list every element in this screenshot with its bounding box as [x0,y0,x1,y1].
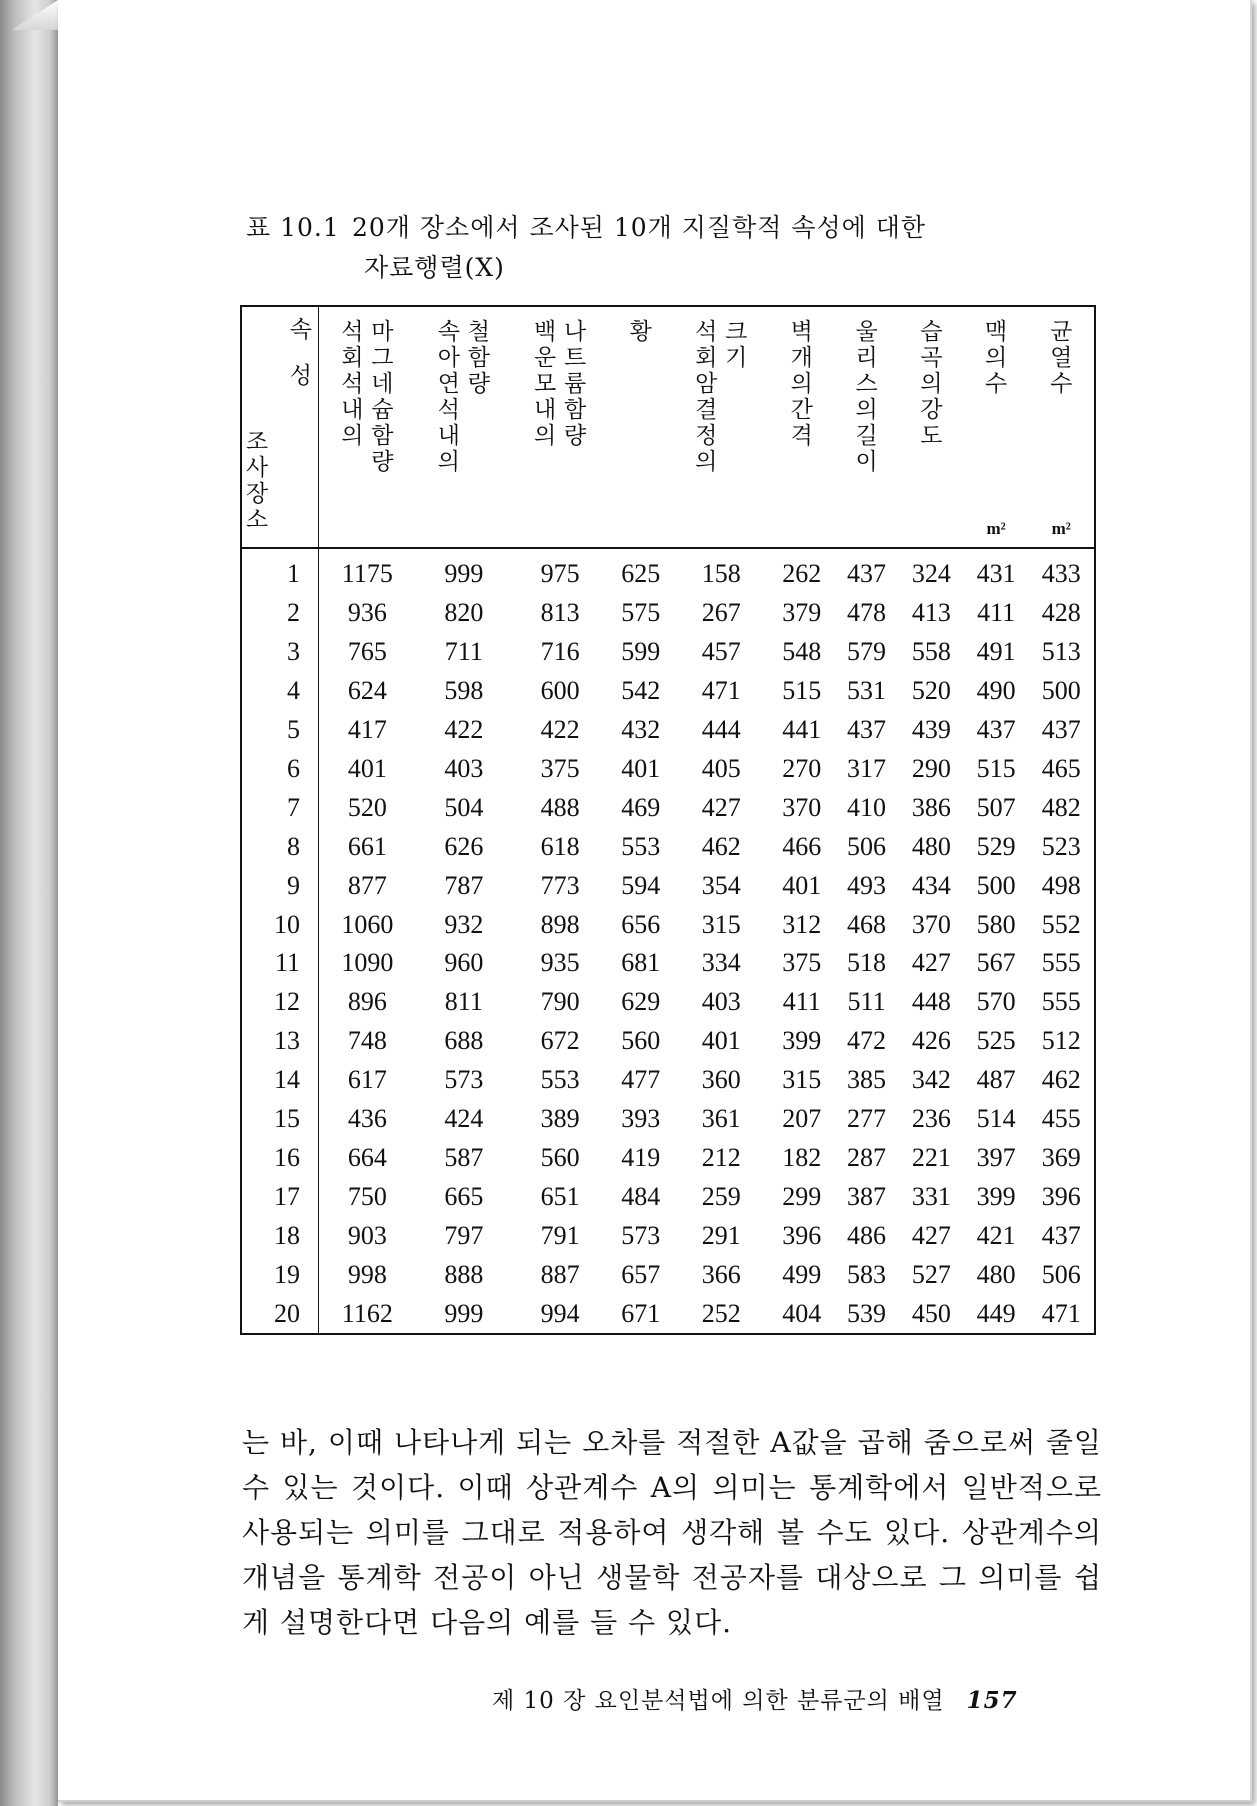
value-cell: 397 [976,1142,1016,1172]
table-row [241,905,1095,944]
value-cell: 570 [976,987,1016,1017]
value-cell: 450 [911,1298,951,1328]
value-cell: 396 [1041,1181,1081,1211]
value-cell: 898 [540,909,580,939]
value-cell: 748 [347,1026,387,1056]
value-cell: 360 [701,1065,741,1095]
value-cell: 791 [540,1220,580,1250]
value-cell: 411 [782,987,821,1017]
table-row [241,711,1095,750]
site-number-cell: 4 [241,672,319,711]
value-cell: 500 [976,870,1016,900]
value-cell: 370 [782,792,822,822]
site-number-cell: 19 [241,1255,319,1294]
value-cell: 975 [540,559,580,589]
site-number-cell: 15 [241,1100,319,1139]
value-cell: 439 [911,715,951,745]
value-cell: 555 [1041,948,1081,978]
value-cell: 334 [701,948,741,978]
site-number-cell: 1 [241,548,319,594]
site-number-cell: 6 [241,750,319,789]
table-row [241,1294,1095,1334]
value-cell: 681 [621,948,661,978]
value-cell: 999 [444,559,484,589]
body-paragraph: 는 바, 이때 나타나게 되는 오차를 적절한 A값을 곱해 줌으로써 줄일 수 있는 것이다. 이때 상관계수 A의 의미는 통계학에서 일반적으로 사용되는 의미를 그대로 적용하여 생각해 볼 수도 있다. 상관계수의 개념을 통계학 전공이 아닌 생물학 전공자를 대상으로 그 의미를 쉽게 설명한다면 다음의 예를 들 수 있다. [242,1426,1102,1639]
value-cell: 212 [701,1142,741,1172]
column-header [416,306,512,548]
value-cell: 277 [847,1104,887,1133]
value-cell: 932 [444,909,484,939]
value-cell: 579 [847,637,887,667]
value-cell: 553 [540,1065,580,1095]
value-cell: 506 [1041,1259,1081,1289]
column-header-segment: 속아연석 내의 [437,319,460,474]
value-cell: 403 [701,987,741,1017]
value-cell: 331 [911,1181,951,1211]
site-number-cell: 2 [241,594,319,633]
value-cell: 512 [1041,1026,1081,1056]
value-cell: 790 [540,987,580,1017]
value-cell: 625 [621,559,661,589]
table-row [241,672,1095,711]
site-number-cell: 20 [241,1294,319,1334]
value-cell: 370 [911,909,951,939]
table-row [241,633,1095,672]
table-row [241,944,1095,983]
site-number-cell: 5 [241,711,319,750]
column-header-segment: 석회석 내의 [341,319,364,448]
value-cell: 259 [701,1181,741,1211]
column-header-segment: 황 [629,319,652,344]
value-cell: 315 [701,909,741,939]
value-cell: 903 [347,1220,387,1250]
value-cell: 888 [444,1259,484,1289]
value-cell: 270 [782,753,822,783]
corner-header-cell [241,306,319,548]
column-header [512,306,608,548]
value-cell: 411 [977,598,1016,628]
value-cell: 434 [911,870,951,900]
table-row [241,1216,1095,1255]
value-cell: 820 [444,598,484,628]
value-cell: 787 [444,870,484,900]
value-cell: 267 [701,598,741,628]
value-cell: 553 [621,831,661,861]
value-cell: 887 [540,1259,580,1289]
value-cell: 629 [621,987,661,1017]
value-cell: 436 [347,1104,387,1133]
table-row [241,594,1095,633]
value-cell: 477 [621,1065,661,1095]
data-matrix-table [240,305,1096,1335]
value-cell: 618 [540,831,580,861]
value-cell: 431 [976,559,1016,589]
value-cell: 626 [444,831,484,861]
column-header-segment: 마그네슘 함량 [371,319,394,474]
value-cell: 441 [782,715,822,745]
value-cell: 389 [540,1104,580,1133]
value-cell: 525 [976,1026,1016,1056]
value-cell: 598 [444,676,484,706]
column-header [1028,306,1095,548]
value-cell: 317 [847,753,887,783]
value-cell: 514 [976,1104,1016,1133]
value-cell: 520 [911,676,951,706]
value-cell: 513 [1041,637,1081,667]
column-header-segment: 맥의 수 [984,319,1008,396]
corner-attr-label-2: 성 [289,363,312,388]
value-cell: 182 [782,1142,822,1172]
site-number-cell: 18 [241,1216,319,1255]
value-cell: 432 [621,715,661,745]
value-cell: 299 [782,1181,822,1211]
value-cell: 656 [621,909,661,939]
value-cell: 960 [444,948,484,978]
value-cell: 386 [911,792,951,822]
value-cell: 437 [847,559,887,589]
value-cell: 624 [347,676,387,706]
column-header-segment: 균열수 [1050,319,1073,396]
value-cell: 207 [782,1104,822,1133]
corner-site-label: 조사장소 [245,429,269,532]
value-cell: 471 [701,676,741,706]
value-cell: 375 [782,948,822,978]
site-number-cell: 17 [241,1177,319,1216]
value-cell: 583 [847,1259,887,1289]
column-header-segment: 나트륨 함량 [564,319,587,448]
value-cell: 552 [1041,909,1081,939]
value-cell: 575 [621,598,661,628]
value-cell: 531 [847,676,887,706]
value-cell: 290 [911,753,951,783]
value-cell: 342 [911,1065,951,1095]
column-header [319,306,416,548]
value-cell: 361 [701,1104,741,1133]
value-cell: 600 [540,676,580,706]
value-cell: 994 [540,1298,580,1328]
value-cell: 312 [782,909,822,939]
value-cell: 437 [847,715,887,745]
column-header [608,306,673,548]
value-cell: 515 [782,676,822,706]
value-cell: 523 [1041,831,1081,861]
value-cell: 515 [976,753,1016,783]
value-cell: 482 [1041,792,1081,822]
site-number-cell: 3 [241,633,319,672]
value-cell: 324 [911,559,951,589]
value-cell: 1175 [341,559,393,589]
value-cell: 375 [540,753,580,783]
value-cell: 671 [621,1298,661,1328]
value-cell: 539 [847,1298,887,1328]
value-cell: 750 [347,1181,387,1211]
value-cell: 401 [701,1026,741,1056]
value-cell: 427 [911,948,951,978]
value-cell: 469 [621,792,661,822]
value-cell: 466 [782,831,822,861]
value-cell: 421 [976,1220,1016,1250]
value-cell: 811 [444,987,483,1017]
table-row [241,1255,1095,1294]
value-cell: 433 [1041,559,1081,589]
value-cell: 468 [847,909,887,939]
caption-label: 표 10.1 [246,213,340,242]
column-header [834,306,899,548]
value-cell: 529 [976,831,1016,861]
value-cell: 672 [540,1026,580,1056]
site-number-cell: 13 [241,1022,319,1061]
value-cell: 527 [911,1259,951,1289]
value-cell: 449 [976,1298,1016,1328]
column-header-segment: 크기 [725,319,748,370]
column-header-text [964,307,1029,397]
column-header-text [512,307,608,449]
value-cell: 291 [701,1220,741,1250]
value-cell: 506 [847,831,887,861]
value-cell: 877 [347,870,387,900]
value-cell: 486 [847,1220,887,1250]
value-cell: 567 [976,948,1016,978]
value-cell: 587 [444,1142,484,1172]
value-cell: 462 [701,831,741,861]
value-cell: 998 [347,1259,387,1289]
value-cell: 716 [540,637,580,667]
table-row [241,1177,1095,1216]
value-cell: 427 [701,792,741,822]
value-cell: 403 [444,753,484,783]
value-cell: 455 [1041,1104,1081,1133]
column-header [964,306,1029,548]
value-cell: 507 [976,792,1016,822]
value-cell: 419 [621,1142,661,1172]
value-cell: 896 [347,987,387,1017]
column-header-text [319,307,416,475]
value-cell: 1060 [341,909,394,939]
value-cell: 542 [621,676,661,706]
table-row [241,827,1095,866]
column-header-text [1028,307,1094,397]
table-row [241,1022,1095,1061]
value-cell: 594 [621,870,661,900]
value-cell: 457 [701,637,741,667]
table-body [241,548,1095,1334]
value-cell: 448 [911,987,951,1017]
column-header-text [416,307,512,475]
value-cell: 487 [976,1065,1016,1095]
value-cell: 385 [847,1065,887,1095]
column-header-text [769,307,834,449]
value-cell: 599 [621,637,661,667]
value-cell: 472 [847,1026,887,1056]
column-unit: m² [1051,519,1071,538]
site-number-cell: 16 [241,1138,319,1177]
value-cell: 493 [847,870,887,900]
value-cell: 651 [540,1181,580,1211]
page-footer [492,1682,1092,1715]
value-cell: 511 [847,987,886,1017]
value-cell: 480 [911,831,951,861]
chapter-title: 제 10 장 요인분석법에 의한 분류군의 배열 [492,1688,945,1714]
value-cell: 437 [976,715,1016,745]
value-cell: 1162 [341,1298,393,1328]
site-number-cell: 9 [241,866,319,905]
value-cell: 484 [621,1181,661,1211]
value-cell: 773 [540,870,580,900]
column-header [769,306,834,548]
value-cell: 427 [911,1220,951,1250]
value-cell: 688 [444,1026,484,1056]
table-row [241,1100,1095,1139]
value-cell: 664 [347,1142,387,1172]
value-cell: 444 [701,715,741,745]
value-cell: 413 [911,598,951,628]
column-header-text [673,307,769,475]
column-header [673,306,769,548]
value-cell: 488 [540,792,580,822]
value-cell: 480 [976,1259,1016,1289]
value-cell: 661 [347,831,387,861]
value-cell: 478 [847,598,887,628]
value-cell: 765 [347,637,387,667]
value-cell: 498 [1041,870,1081,900]
table-header-row [241,306,1095,548]
value-cell: 366 [701,1259,741,1289]
value-cell: 665 [444,1181,484,1211]
caption-line-1: 20개 장소에서 조사된 10개 지질학적 속성에 대한 [352,213,927,242]
value-cell: 471 [1041,1298,1081,1328]
value-cell: 262 [782,559,822,589]
value-cell: 315 [782,1065,822,1095]
table-caption [246,208,1046,288]
value-cell: 560 [540,1142,580,1172]
page-number: 157 [966,1687,1018,1714]
value-cell: 424 [444,1104,484,1133]
value-cell: 555 [1041,987,1081,1017]
site-number-cell: 10 [241,905,319,944]
value-cell: 548 [782,637,822,667]
table-row [241,1138,1095,1177]
column-header-segment: 벽개의 간격 [790,319,813,448]
table-row [241,866,1095,905]
site-number-cell: 14 [241,1061,319,1100]
value-cell: 401 [782,870,822,900]
value-cell: 617 [347,1065,387,1095]
site-number-cell: 12 [241,983,319,1022]
value-cell: 399 [976,1181,1016,1211]
column-header-text [608,307,673,345]
book-spine [0,0,58,1806]
value-cell: 401 [347,753,387,783]
value-cell: 491 [976,637,1016,667]
value-cell: 399 [782,1026,822,1056]
column-header-segment: 철함량 [467,319,490,396]
value-cell: 999 [444,1298,484,1328]
column-header-segment: 습곡의 강도 [920,319,943,448]
value-cell: 504 [444,792,484,822]
table-row [241,548,1095,594]
value-cell: 221 [911,1142,951,1172]
value-cell: 422 [540,715,580,745]
value-cell: 1090 [341,948,394,978]
value-cell: 387 [847,1181,887,1211]
value-cell: 405 [701,753,741,783]
value-cell: 657 [621,1259,661,1289]
value-cell: 580 [976,909,1016,939]
value-cell: 428 [1041,598,1081,628]
value-cell: 410 [847,792,887,822]
column-unit: m² [986,519,1006,538]
value-cell: 500 [1041,676,1081,706]
value-cell: 252 [701,1298,741,1328]
value-cell: 426 [911,1026,951,1056]
site-number-cell: 8 [241,827,319,866]
column-header-segment: 백운모 내의 [534,319,557,448]
value-cell: 573 [444,1065,484,1095]
value-cell: 287 [847,1142,887,1172]
value-cell: 813 [540,598,580,628]
value-cell: 797 [444,1220,484,1250]
value-cell: 396 [782,1220,822,1250]
value-cell: 462 [1041,1065,1081,1095]
value-cell: 520 [347,792,387,822]
value-cell: 404 [782,1298,822,1328]
value-cell: 490 [976,676,1016,706]
value-cell: 560 [621,1026,661,1056]
value-cell: 437 [1041,715,1081,745]
column-header-segment: 석회암 결정의 [695,319,718,474]
value-cell: 518 [847,948,887,978]
value-cell: 422 [444,715,484,745]
value-cell: 558 [911,637,951,667]
site-number-cell: 7 [241,788,319,827]
value-cell: 417 [347,715,387,745]
column-header-text [899,307,964,449]
value-cell: 236 [911,1104,951,1133]
value-cell: 711 [444,637,483,667]
column-header [899,306,964,548]
value-cell: 573 [621,1220,661,1250]
body-text [242,1420,1102,1645]
corner-attr-label-1: 속 [289,317,312,342]
table-row [241,983,1095,1022]
table-row [241,750,1095,789]
value-cell: 354 [701,870,741,900]
column-header-text [834,307,899,475]
value-cell: 369 [1041,1142,1081,1172]
table-row [241,1061,1095,1100]
value-cell: 401 [621,753,661,783]
value-cell: 437 [1041,1220,1081,1250]
value-cell: 465 [1041,753,1081,783]
value-cell: 158 [701,559,741,589]
column-header-segment: 울리스의 길이 [855,319,878,474]
value-cell: 935 [540,948,580,978]
value-cell: 379 [782,598,822,628]
value-cell: 393 [621,1104,661,1133]
caption-line-2: 자료행렬(X) [364,253,505,282]
site-number-cell: 11 [241,944,319,983]
value-cell: 936 [347,598,387,628]
table-row [241,788,1095,827]
value-cell: 499 [782,1259,822,1289]
